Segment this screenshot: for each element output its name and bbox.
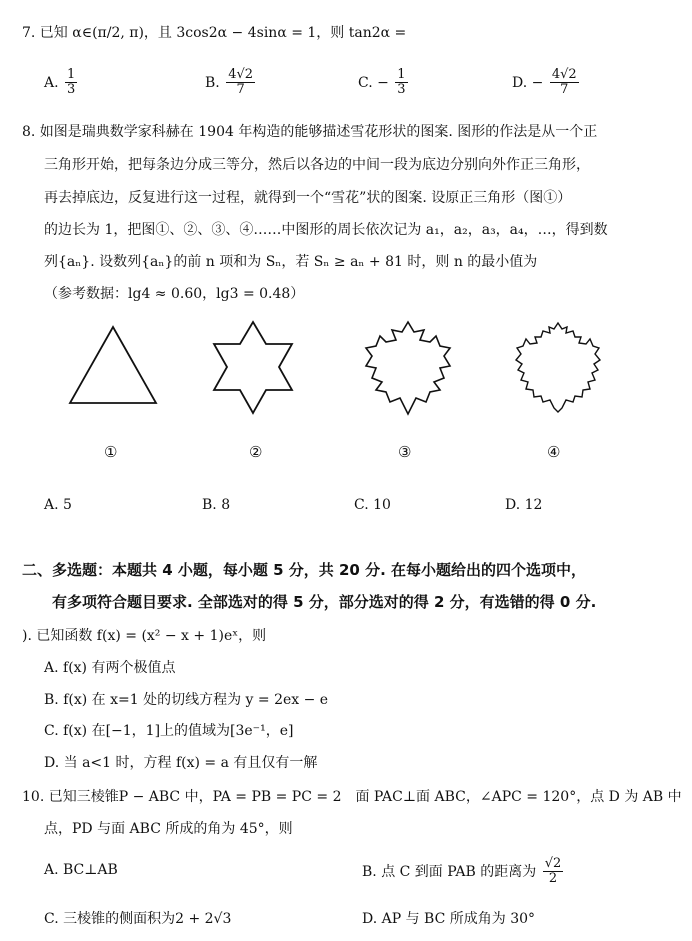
q10-line-2: 点，PD 与面 ABC 所成的角为 45°，则 <box>44 821 293 837</box>
q10-option-b: B. 点 C 到面 PAB 的距离为 $\frac{√2}{2}$ <box>362 856 562 887</box>
figure-1-triangle <box>68 325 158 405</box>
figure-3-caption: ③ <box>398 443 412 461</box>
q8-line-3: 再去掉底边，反复进行这一过程，就得到一个“雪花”状的图案. 设原正三角形（图①） <box>44 190 572 206</box>
section-2-heading-line-2: 有多项符合题目要求. 全部选对的得 5 分，部分选对的得 2 分，有选错的得 0 分. <box>52 593 597 611</box>
q8-option-d: D. 12 <box>505 497 543 513</box>
q10-option-d: D. AP 与 BC 所成角为 30° <box>362 911 536 927</box>
q8-line-1: 8. 如图是瑞典数学家科赫在 1904 年构造的能够描述雪花形状的图案. 图形的作法是从一个正 <box>22 124 598 140</box>
q8-line-2: 三角形开始，把每条边分成三等分，然后以各边的中间一段为底边分别向外作正三角形， <box>44 157 590 173</box>
q7-a-fraction: $\frac{1}{3}$ <box>67 67 76 98</box>
q10-option-a: A. BC⊥AB <box>44 862 118 878</box>
q8-option-c: C. 10 <box>354 497 391 513</box>
q7-option-a: A. $\frac{1}{3}$ <box>44 67 76 98</box>
q9-option-d: D. 当 a<1 时，方程 f(x) = a 有且仅有一解 <box>44 755 318 771</box>
q8-option-a: A. 5 <box>44 497 72 513</box>
figure-4-caption: ④ <box>547 443 561 461</box>
q10-line-1: 10. 已知三棱锥P − ABC 中，PA = PB = PC = 2 面 PAC⊥面 ABC，∠APC = 120°，点 D 为 AB 中 <box>22 789 682 805</box>
q7-c-fraction: $\frac{1}{3}$ <box>397 67 406 98</box>
q9-stem: ). 已知函数 f(x) = (x² − x + 1)eˣ，则 <box>22 628 267 644</box>
q8-line-6: （参考数据：lg4 ≈ 0.60，lg3 = 0.48） <box>44 286 305 302</box>
q7-stem: 7. 已知 α∈(π/2, π)，且 3cos2α − 4sinα = 1，则 tan2α = <box>22 25 407 41</box>
q7-option-c: C. − $\frac{1}{3}$ <box>358 67 406 98</box>
q8-line-4: 的边长为 1，把图①、②、③、④……中图形的周长依次记为 a₁，a₂，a₃，a₄，…，得到数 <box>44 222 608 238</box>
q10-option-c: C. 三棱锥的侧面积为2 + 2√3 <box>44 911 232 927</box>
q7-d-fraction: $\frac{4√2}{7}$ <box>551 67 577 98</box>
q8-line-5: 列{aₙ}. 设数列{aₙ}的前 n 项和为 Sₙ，若 Sₙ ≥ aₙ + 81 时，则 n 的最小值为 <box>44 254 538 270</box>
figure-3-snowflake <box>360 320 456 416</box>
q7-b-fraction: $\frac{4√2}{7}$ <box>228 67 254 98</box>
q9-option-c: C. f(x) 在[−1，1]上的值域为[3e⁻¹，e] <box>44 723 294 739</box>
figure-4-snowflake <box>510 320 606 416</box>
q9-option-b: B. f(x) 在 x=1 处的切线方程为 y = 2ex − e <box>44 692 329 708</box>
q7-option-d: D. − $\frac{4√2}{7}$ <box>512 67 577 98</box>
q9-option-a: A. f(x) 有两个极值点 <box>44 660 176 676</box>
figure-2-star <box>208 320 298 415</box>
q7-option-b: B. $\frac{4√2}{7}$ <box>205 67 254 98</box>
q10-b-fraction: $\frac{√2}{2}$ <box>544 856 562 887</box>
q8-option-b: B. 8 <box>202 497 231 513</box>
figure-2-caption: ② <box>249 443 263 461</box>
figure-1-caption: ① <box>104 443 118 461</box>
section-2-heading-line-1: 二、多选题：本题共 4 小题，每小题 5 分，共 20 分. 在每小题给出的四个选项中， <box>22 561 587 579</box>
